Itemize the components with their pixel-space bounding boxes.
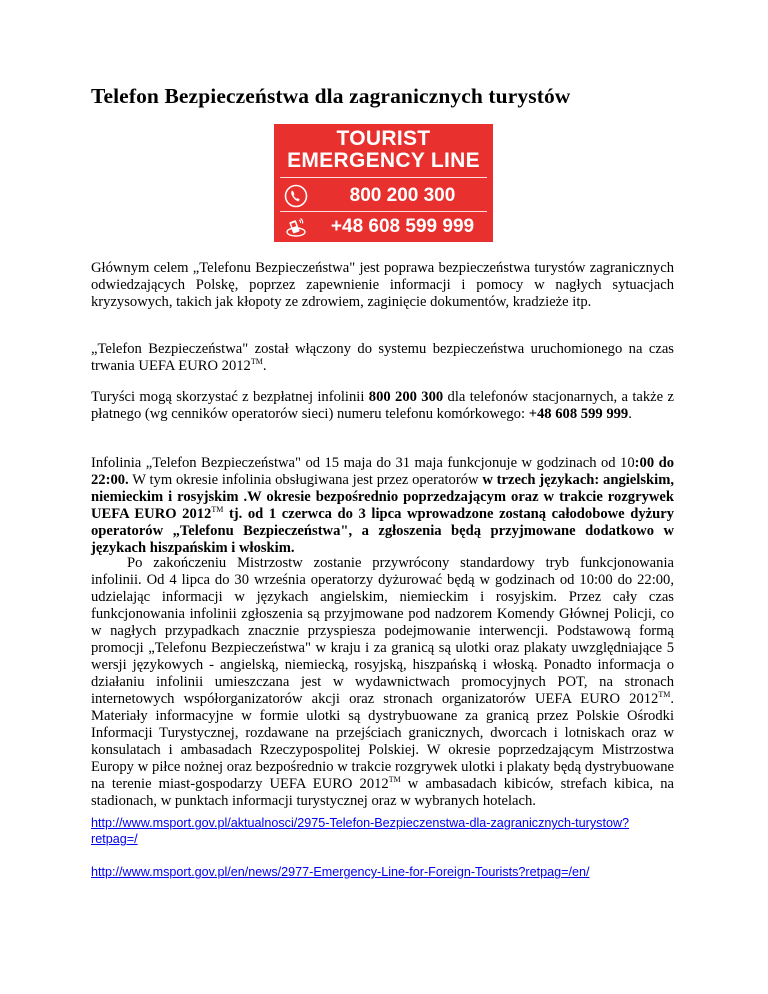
logo-phone-row-1 — [274, 182, 493, 210]
logo-divider — [280, 177, 487, 178]
toll-free-number: 800 200 300 — [368, 389, 444, 405]
paragraph-phone-numbers: Turyści mogą skorzystać z bezpłatnej infolinii 800 200 300 dla telefonów stacjonarnych, a także z płatnego (wg cenników operatorów sieci) numeru telefonu komórkowego: +48 608 599 999. — [91, 389, 674, 422]
paragraph-after-championship: Po zakończeniu Mistrzostw zostanie przywrócony standardowy tryb funkcjonowania infolinii. Od 4 lipca do 30 września operatorzy dyżurować będą w godzinach od 10:00 do 22:00, udzielając informacji w językach angielskim, niemieckim i rosyjskim. Przez cały czas funkcjonowania infolinii zgłoszenia są przyjmowane pod nadzorem Komendy Głównej Policji, co w nagłych przypadkach znacznie przyspiesza podejmowanie interwencji. Podstawową formą promocji „Telefonu Bezpieczeństwa" w kraju i za granicą są ulotki oraz plakaty uwzględniające 5 wersji językowych - angielską, niemiecką, rosyjską, hiszpańską i włoską. Ponadto informacja o działaniu infolinii umieszczana jest w wydawnictwach promocyjnych POT, na stronach internetowych współorganizatorów akcji oraz stronach organizatorów UEFA EURO 2012™. Materiały informacyjne w formie ulotki są dystrybuowane za granicą przez Polskie Ośrodki Informacji Turystycznej, rozdawane na przejściach granicznych, dworcach i lotniskach oraz w konsulatach i ambasadach Rzeczypospolitej Polskiej. W okresie poprzedzającym Mistrzostwa Europy w piłce nożnej oraz bezpośrednio w trakcie rozgrywek ulotki i plakaty będą dystrybuowane na terenie miast-gospodarzy UEFA EURO 2012™ w ambasadach kibiców, strefach kibica, na stadionach, w punktach informacji turystycznej oraz w wybranych hotelach. — [91, 555, 675, 809]
trademark-symbol: TM — [211, 505, 224, 514]
paragraph-purpose: Głównym celem „Telefonu Bezpieczeństwa" jest poprawa bezpieczeństwa turystów zagranicznych odwiedzających Polskę, poprzez zapewnienie informacji i pomocy w nagłych sytuacjach kryzysowych, takich jak kłopoty ze zdrowiem, zaginięcie dokumentów, kradzieże itp. — [91, 260, 674, 310]
logo-line-tourist: TOURIST — [336, 127, 431, 150]
logo-phone-row-2 — [274, 213, 493, 241]
tourist-emergency-line-logo — [274, 124, 493, 242]
link-msport-en[interactable]: http://www.msport.gov.pl/en/news/2977-Emergency-Line-for-Foreign-Tourists?retpag=/en/ — [91, 865, 590, 879]
trademark-symbol: TM — [388, 775, 401, 784]
page-title: Telefon Bezpieczeństwa dla zagranicznych turystów — [91, 84, 571, 108]
mobile-phone-icon — [284, 215, 308, 239]
phone-icon — [284, 184, 308, 208]
mobile-number: +48 608 599 999 — [528, 406, 629, 422]
logo-divider — [280, 211, 487, 212]
link-msport-pl[interactable]: http://www.msport.gov.pl/aktualnosci/2975-Telefon-Bezpieczenstwa-dla-zagranicznych-turystow? retpag=/ — [91, 816, 630, 846]
logo-phone-2: +48 608 599 999 — [330, 216, 475, 237]
logo-line-emergency: EMERGENCY LINE — [287, 149, 480, 172]
logo-phone-1: 800 200 300 — [349, 185, 456, 206]
paragraph-hours: Infolinia „Telefon Bezpieczeństwa" od 15 maja do 31 maja funkcjonuje w godzinach od 10:00 do 22:00. W tym okresie infolinia obsługiwana jest przez operatorów w trzech językach: angielskim, niemieckim i rosyjskim .W okresie bezpośrednio poprzedzającym oraz w trakcie rozgrywek UEFA EURO 2012™ tj. od 1 czerwca do 3 lipca wprowadzone zostaną całodobowe dyżury operatorów „Telefonu Bezpieczeństwa", a zgłoszenia będą przyjmowane dodatkowo w językach hiszpańskim i włoskim. — [91, 455, 674, 556]
trademark-symbol: TM — [658, 690, 671, 699]
paragraph-system: „Telefon Bezpieczeństwa" został włączony do systemu bezpieczeństwa uruchomionego na czas trwania UEFA EURO 2012™. — [91, 341, 674, 374]
trademark-symbol: TM — [250, 357, 263, 366]
